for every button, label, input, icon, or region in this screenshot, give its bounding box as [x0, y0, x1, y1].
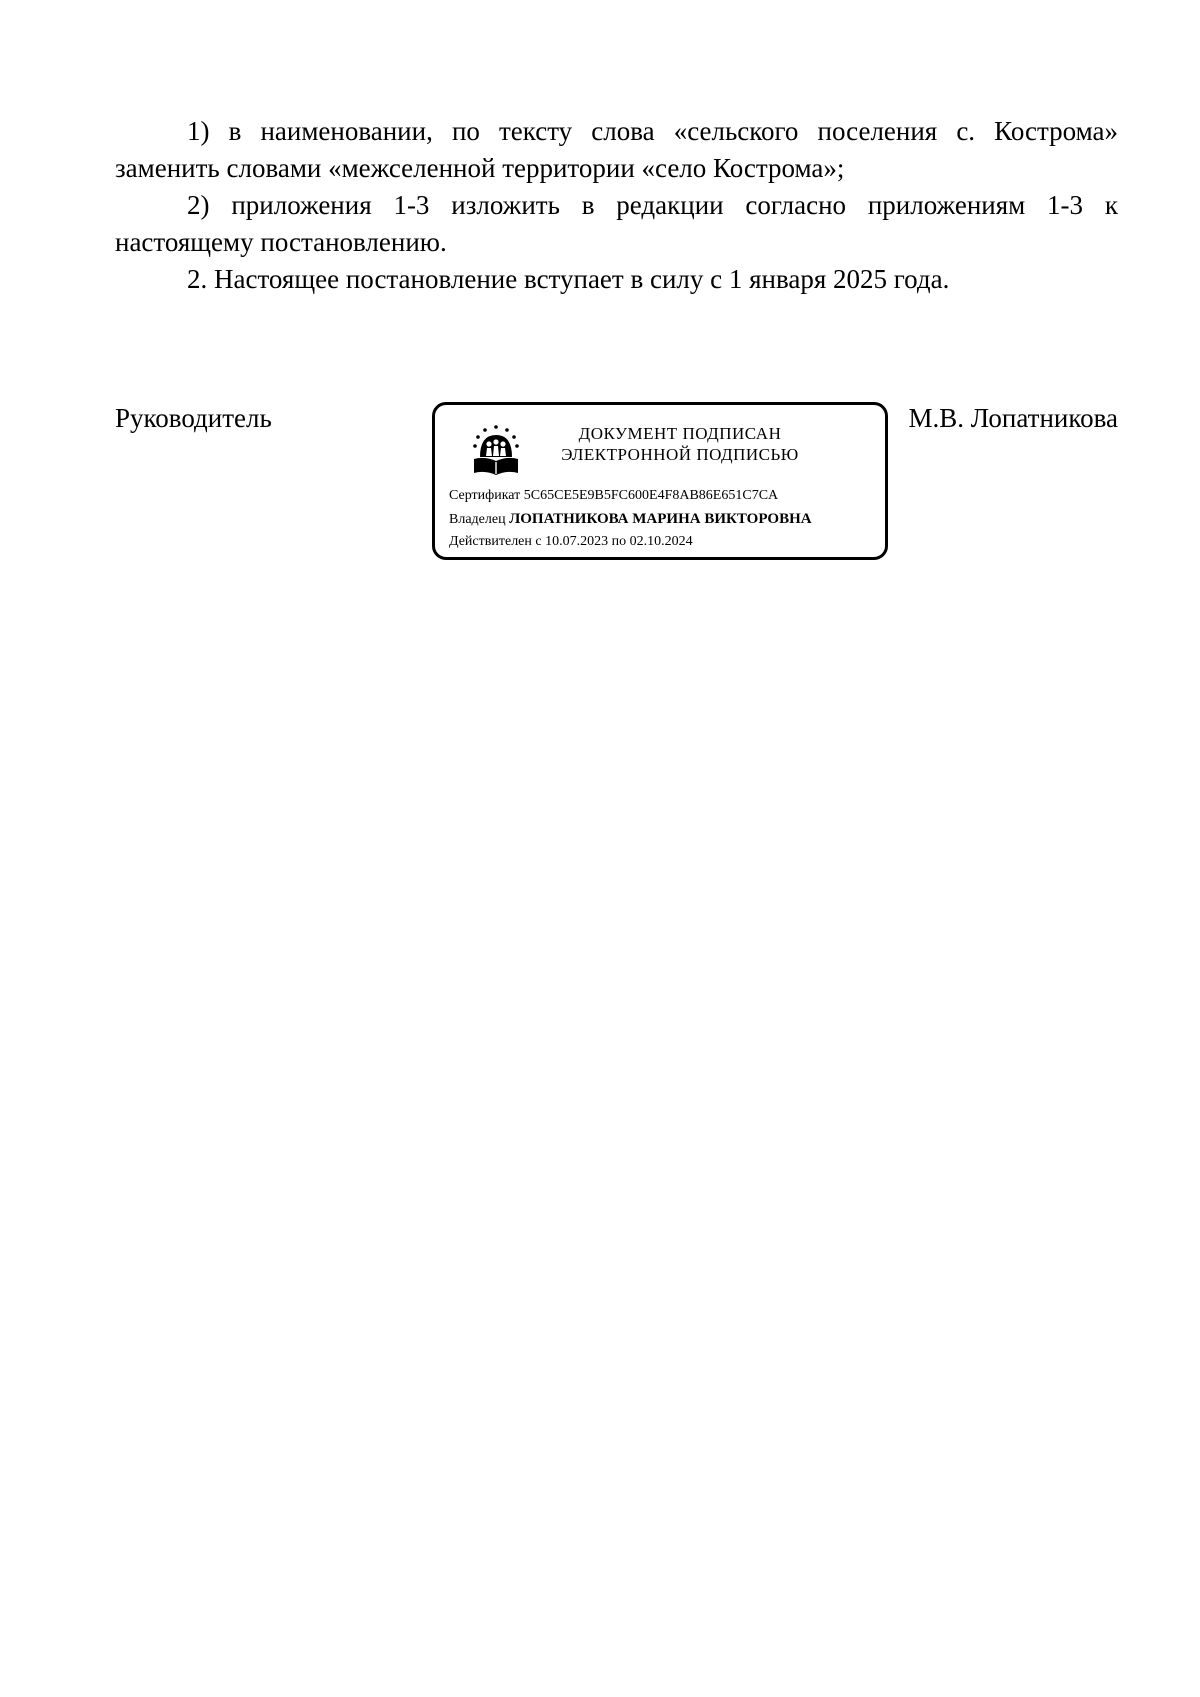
valid-to-date: 02.10.2024: [629, 534, 693, 549]
valid-to-label: по: [611, 534, 627, 549]
stamp-validity: [449, 533, 693, 551]
certificate-value: 5C65CE5E9B5FC600E4F8AB86E651C7CA: [523, 488, 779, 503]
valid-from-date: 10.07.2023: [545, 534, 609, 549]
stamp-header: [530, 423, 830, 465]
paragraph-3: 2. Настоящее постановление вступает в силу с 1 января 2025 года.: [187, 264, 950, 294]
stamp-header-line-1: ДОКУМЕНТ ПОДПИСАН: [578, 424, 782, 443]
paragraph-1: 1) в наименовании, по тексту слова «сельского поселения с. Кострома» заменить словами «межселенной территории «село Кострома»;: [115, 116, 1118, 183]
certificate-label: Сертификат: [449, 488, 521, 503]
stamp-certificate: [449, 487, 778, 505]
owner-value: ЛОПАТНИКОВА МАРИНА ВИКТОРОВНА: [509, 511, 812, 527]
coat-of-arms-icon: [470, 423, 522, 479]
signer-title: Руководитель: [115, 403, 272, 433]
document-body: [115, 113, 1118, 298]
stamp-owner: [449, 510, 812, 529]
signer-name: М.В. Лопатникова: [908, 403, 1118, 433]
owner-label: Владелец: [449, 512, 506, 527]
stamp-header-line-2: ЭЛЕКТРОННОЙ ПОДПИСЬЮ: [561, 445, 799, 464]
valid-from-label: Действителен с: [449, 534, 542, 549]
electronic-signature-stamp: [432, 402, 888, 560]
paragraph-2: 2) приложения 1-3 изложить в редакции согласно приложениям 1-3 к настоящему постановлению.: [115, 190, 1118, 257]
